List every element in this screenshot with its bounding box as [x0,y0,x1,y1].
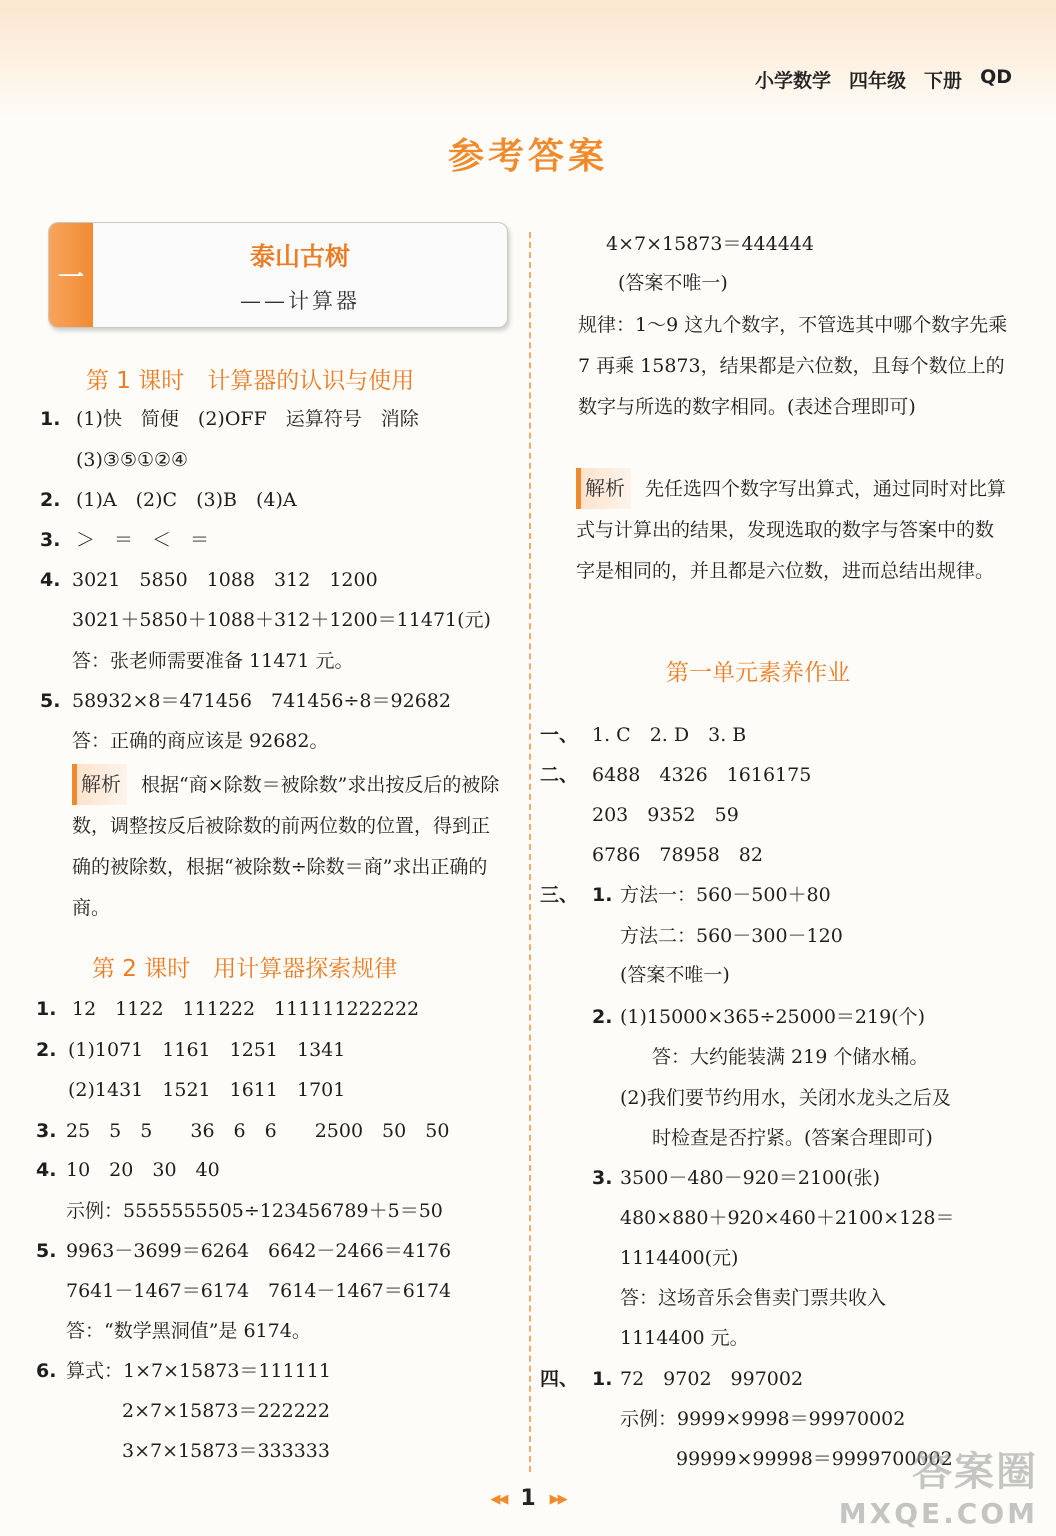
part3-q1-line1 [540,882,831,908]
analysis-text: 根据“商×除数＝被除数”求出按反后的被除数，调整按反后被除数的前两位数的位置，得到正确的被除数，根据“被除数÷除数＝商”求出正确的商。 [72,774,500,919]
l2-q5-line2: 7641－1467＝6174 7614－1467＝6174 [66,1280,452,1302]
answer-text: 10 20 30 40 [66,1159,220,1181]
part3-q2-line1 [592,1004,925,1030]
answer-text: 3021 5850 1088 312 1200 [72,569,378,591]
answer-text: 3500－480－920＝2100(张) [620,1167,881,1189]
answer-text: (1)快 简便 (2)OFF 运算符号 消除 [76,408,419,430]
lesson1-heading: 第 1 课时 计算器的认识与使用 [86,368,415,394]
l2-q2-line1 [36,1037,345,1063]
part2-line1 [540,762,811,788]
volume-label: 下册 [924,70,963,92]
answer-text: (1)A (2)C (3)B (4)A [76,489,297,511]
part3-q3-line5: 1114400 元。 [620,1327,749,1349]
r-q6-line4: 4×7×15873＝444444 [606,233,814,255]
unit-title: 泰山古树 [249,242,350,271]
r-analysis [576,468,1006,592]
unit-banner [48,222,508,328]
part-label: 一、 [540,724,579,746]
question-number: 3. [36,1120,57,1142]
answer-text: 方法一：560－500＋80 [620,884,831,906]
question-number: 4. [40,569,61,591]
l2-q6-line1 [36,1358,331,1384]
l1-q4-line2: 3021＋5850＋1088＋312＋1200＝11471(元) [72,609,491,631]
unit-number: 一 [49,223,93,327]
l1-q4-line1 [40,567,378,593]
watermark-line1: 答案圈 [912,1449,1038,1495]
part2-line3: 6786 78958 82 [592,844,763,866]
l2-q3 [36,1118,449,1144]
answer-text: ＞ ＝ ＜ ＝ [76,529,210,551]
answer-text: 算式：1×7×15873＝111111 [66,1360,331,1382]
answer-text: (1)15000×365÷25000＝219(个) [620,1006,925,1028]
analysis-tag: 解析 [72,764,127,805]
l2-q5-line1 [36,1238,451,1264]
part1-line [540,722,746,748]
part3-q2-line4: 时检查是否拧紧。(答案合理即可) [652,1127,933,1149]
part2-line2: 203 9352 59 [592,804,739,826]
header-band [0,0,1056,120]
part3-q1-line2: 方法二：560－300－120 [620,925,843,947]
l1-q5-line1 [40,688,451,714]
part4-q1-line1 [540,1366,803,1392]
question-number: 2. [40,489,61,511]
part3-q2-line2: 答：大约能装满 219 个储水桶。 [652,1046,929,1068]
grade-label: 四年级 [849,70,907,92]
question-number: 1. [40,408,61,430]
part-label: 三、 [540,884,579,906]
l1-q3 [40,527,209,553]
next-arrows-icon: ▶▶ [549,1491,566,1507]
question-number: 2. [36,1039,57,1061]
l2-q6-line2: 2×7×15873＝222222 [122,1400,330,1422]
part4-q1-line2: 示例：9999×9998＝99970002 [620,1408,906,1430]
l2-q4-line2: 示例：5555555505÷123456789＋5＝50 [66,1200,443,1222]
l1-q5-line2: 答：正确的商应该是 92682。 [72,730,329,752]
unit-homework-heading: 第一单元素养作业 [666,660,850,686]
lesson2-heading: 第 2 课时 用计算器探索规律 [92,956,398,982]
analysis-tag: 解析 [576,468,631,509]
answer-text: 12 1122 111222 111111222222 [72,998,420,1020]
r-rule: 规律：1～9 这九个数字，不管选其中哪个数字先乘 7 再乘 15873，结果都是六位数，且每个数位上的数字与所选的数字相同。(表述合理即可) [578,314,1008,418]
question-number: 4. [36,1159,57,1181]
edition-label: QD [980,66,1012,88]
book-info [755,66,1012,93]
l2-q1 [36,996,419,1022]
question-number: 3. [592,1167,613,1189]
l2-q6-line3: 3×7×15873＝333333 [122,1440,330,1462]
l1-q1-line1 [40,406,419,432]
r-q6-note: (答案不唯一) [618,272,728,294]
part3-q3-line4: 答：这场音乐会售卖门票共收入 [620,1287,887,1309]
question-number: 6. [36,1360,57,1382]
question-number: 2. [592,1006,613,1028]
part-label: 四、 [540,1368,579,1390]
part3-q3-line1 [592,1165,880,1191]
l1-q2 [40,487,297,513]
answer-text: 1. C 2. D 3. B [592,724,747,746]
part4-q1-line3: 99999×99998＝9999700002 [676,1448,953,1470]
part-label: 二、 [540,764,579,786]
answer-text: 72 9702 997002 [620,1368,804,1390]
question-number: 5. [40,690,61,712]
subject-label: 小学数学 [755,70,832,92]
watermark-line2: MXQE.COM [838,1497,1038,1530]
watermark [839,1440,1038,1530]
prev-arrows-icon: ◀◀ [490,1491,507,1507]
page-title: 参考答案 [447,136,608,177]
part3-q2-line3: (2)我们要节约用水，关闭水龙头之后及 [620,1087,951,1109]
answer-text: 25 5 5 36 6 6 2500 50 50 [66,1120,450,1142]
answer-text: 58932×8＝471456 741456÷8＝92682 [72,690,451,712]
question-number: 1. [36,998,57,1020]
l1-q1-line2: (3)③⑤①②④ [76,449,189,471]
l2-q2-line2: (2)1431 1521 1611 1701 [68,1079,346,1101]
l2-q4-line1 [36,1157,220,1183]
answer-text: 6488 4326 1616175 [592,764,812,786]
answer-text: 9963－3699＝6264 6642－2466＝4176 [66,1240,452,1262]
question-number: 1. [592,884,613,906]
unit-subtitle: ——计算器 [240,289,360,313]
l1-q4-line3: 答：张老师需要准备 11471 元。 [72,650,354,672]
question-number: 5. [36,1240,57,1262]
question-number: 3. [40,529,61,551]
part3-q3-line2: 480×880＋920×460＋2100×128＝ [620,1207,955,1229]
part3-q3-line3: 1114400(元) [620,1247,739,1269]
question-number: 1. [592,1368,613,1390]
l1-analysis [72,764,504,929]
l2-q5-line3: 答：“数学黑洞值”是 6174。 [66,1320,311,1342]
column-divider [529,232,531,1472]
page-number: 1 [520,1486,536,1511]
part3-q1-line3: (答案不唯一) [620,964,730,986]
answer-text: (1)1071 1161 1251 1341 [68,1039,346,1061]
analysis-text: 先任选四个数字写出算式，通过同时对比算式与计算出的结果，发现选取的数字与答案中的数字是相同的，并且都是六位数，进而总结出规律。 [576,478,1007,582]
